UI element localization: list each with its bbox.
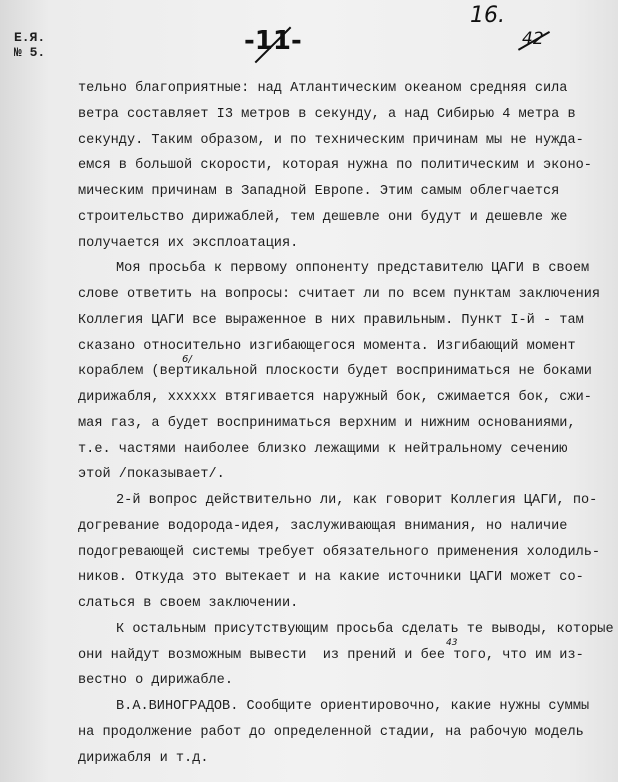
text-line: т.е. частями наиболее близко лежащими к нейтральному сечению [78, 441, 568, 457]
text-line: на продолжение работ до определенной стадии, на рабочую модель [78, 724, 584, 740]
paragraph-start: Моя просьба к первому оппоненту представителю ЦАГИ в своем [116, 261, 590, 277]
text-line: мическим причинам в Западной Европе. Этим самым облегчается [78, 184, 560, 199]
reference-number: № 5. [14, 45, 46, 60]
text-line: вестно о дирижабле. [78, 673, 233, 689]
handwritten-page-number: 16. [470, 3, 505, 28]
text-line: получается их эксплоатация. [78, 235, 299, 251]
margin-note: 43 [446, 637, 458, 648]
paragraph-start: К остальным присутствующим просьба сделать те выводы, которые [116, 621, 614, 637]
text-line: слове ответить на вопросы: считает ли по всем пунктам заключения [78, 287, 601, 302]
text-line: емся в большой скорости, которая нужна по политическим и эконо- [78, 158, 592, 174]
text-line: строительство дирижаблей, тем дешевле они будут и дешевле же [78, 209, 568, 225]
text-line: подогревающей системы требует обязательного применения холодиль- [78, 544, 601, 560]
document-body [78, 81, 616, 776]
text-line: ников. Откуда это вытекает и на какие источники ЦАГИ может со- [78, 570, 584, 586]
text-line: мая газ, а будет восприниматься верхним и нижним основаниями, [78, 415, 576, 431]
text-line: догревание водорода-идея, заслуживающая внимания, но наличие [78, 518, 568, 534]
text-line: слаться в своем заключении. [78, 596, 299, 611]
text-line: сказано относительно изгибающегося момента. Изгибающий момент [78, 338, 576, 354]
text-line: кораблем (вертикальной плоскости будет восприниматься не боками [78, 364, 592, 380]
text-line: Коллегия ЦАГИ все выраженное в них правильным. Пункт I-й - там [78, 312, 584, 328]
struck-page-number: 42 [522, 29, 544, 49]
text-line: дирижабля, хххххх втягивается наружный бок, сжимается бок, сжи- [78, 390, 592, 405]
reference-initials: Е.Я. [14, 30, 46, 45]
margin-note: 6/ [182, 354, 192, 365]
paragraph-start: 2-й вопрос действительно ли, как говорит Коллегия ЦАГИ, по- [116, 493, 598, 508]
document-reference [14, 30, 45, 60]
text-line: ветра составляет I3 метров в секунду, а над Сибирью 4 метра в [78, 106, 576, 122]
text-line: этой /показывает/. [78, 467, 225, 483]
center-page-mark: -11- [244, 26, 302, 56]
speaker-paragraph: В.А.ВИНОГРАДОВ. Сообщите ориентировочно, какие нужны суммы [116, 699, 590, 714]
text-line: тельно благоприятные: над Атлантическим океаном средняя сила [78, 81, 568, 96]
text-line: дирижабля и т.д. [78, 750, 209, 766]
text-line: секунду. Таким образом, и по техническим причинам мы не нужда- [78, 132, 584, 148]
text-line: они найдут возможным вывести из прений и бее того, что им из- [78, 647, 584, 663]
